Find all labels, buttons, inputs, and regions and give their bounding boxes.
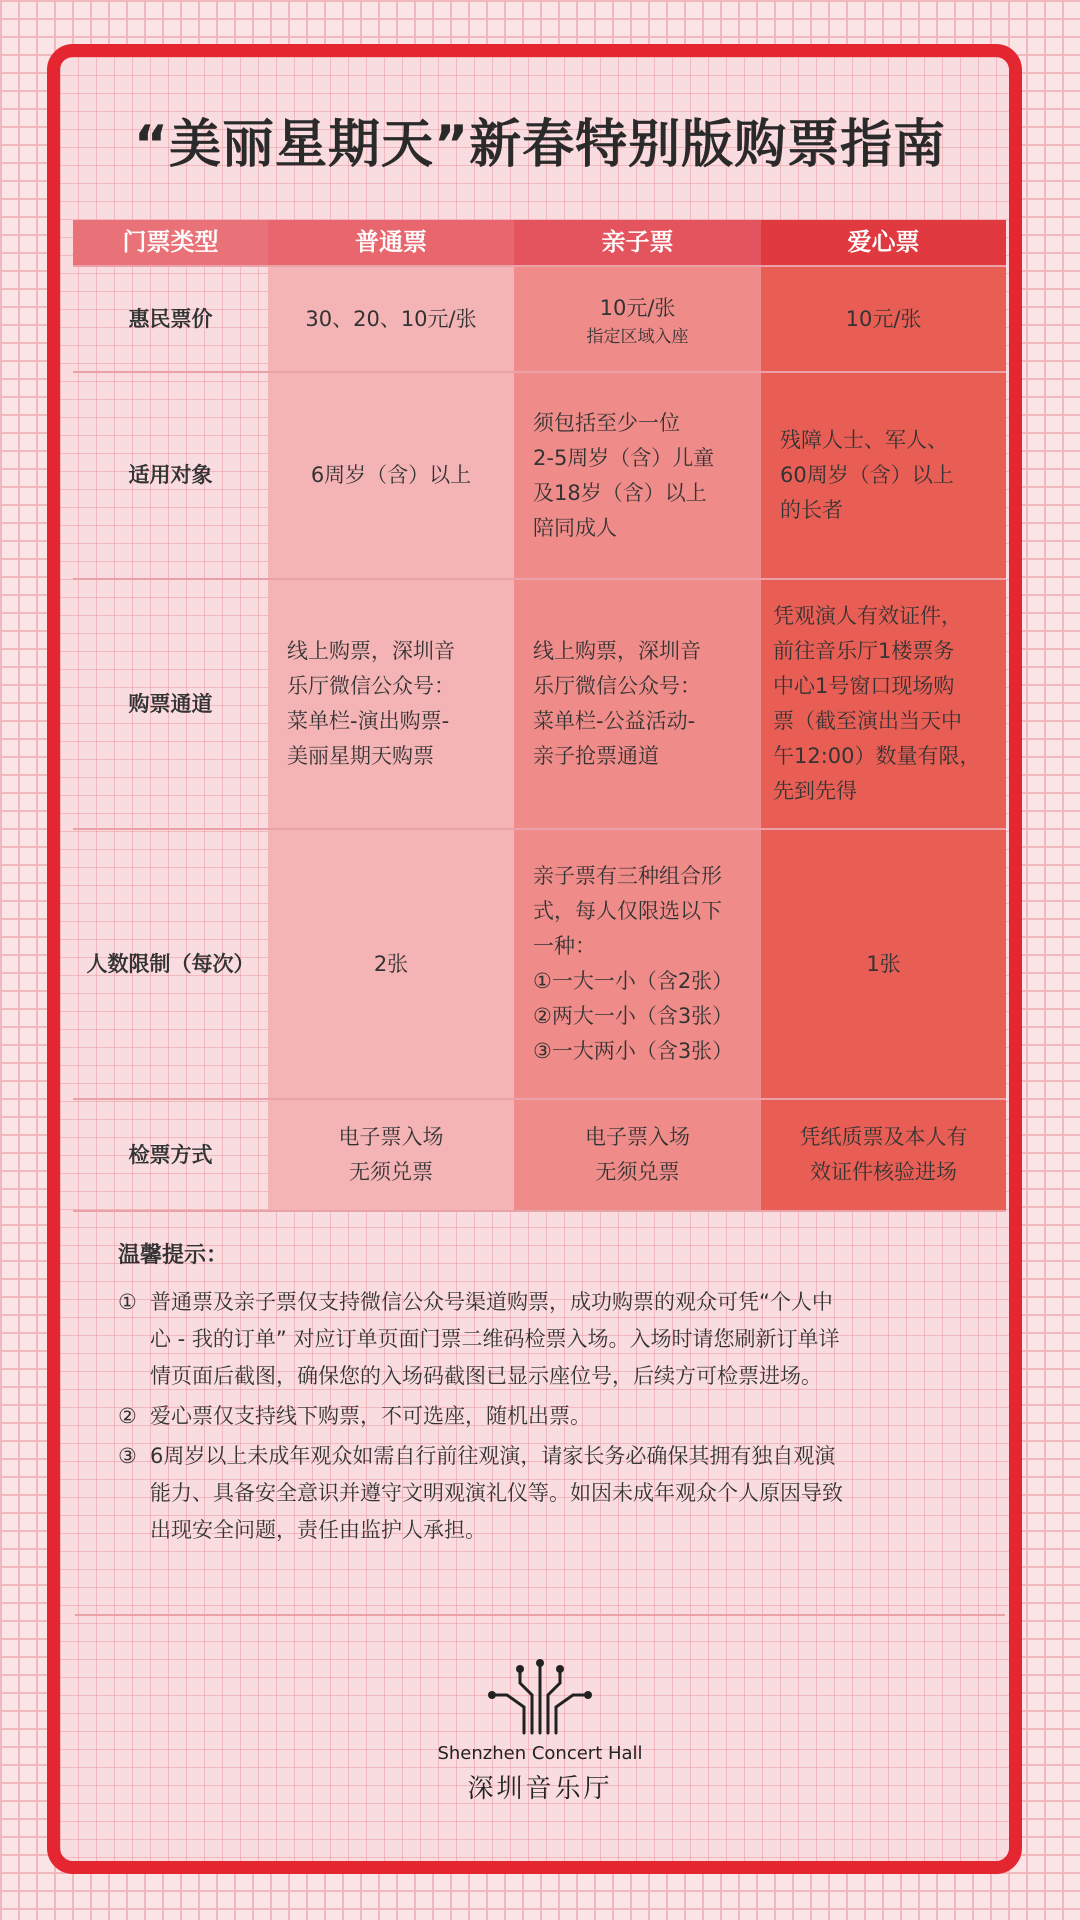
price-regular: 30、20、10元/张	[268, 267, 514, 371]
price-charity: 10元/张	[761, 267, 1006, 371]
logo-english-name: Shenzhen Concert Hall	[437, 1743, 643, 1764]
table-row-price	[73, 267, 1006, 373]
audience-family: 须包括至少一位 2-5周岁（含）儿童 及18岁（含）以上 陪同成人	[514, 373, 761, 578]
limit-family: 亲子票有三种组合形 式，每人仅限选以下 一种： ①一大一小（含2张） ②两大一小（含3张） ③一大两小（含3张）	[514, 830, 761, 1098]
header-family-ticket: 亲子票	[514, 220, 761, 265]
note-number: ①	[118, 1290, 137, 1314]
row-label: 惠民票价	[128, 306, 213, 331]
checkin-charity: 凭纸质票及本人有 效证件核验进场	[761, 1100, 1006, 1210]
concert-hall-emblem-icon	[485, 1655, 595, 1735]
price-family-note: 指定区域入座	[586, 326, 689, 347]
audience-regular: 6周岁（含）以上	[268, 373, 514, 578]
note-item: ① 普通票及亲子票仅支持微信公众号渠道购票，成功购票的观众可凭“个人中 心 - 我的订单” 对应订单页面门票二维码检票入场。入场时请您刷新订单详 情页面后截图，确保您的入场码截图已显示座位号，后续方可检票进场。	[118, 1284, 978, 1395]
row-label: 适用对象	[128, 463, 213, 487]
ticket-table	[73, 220, 1006, 1212]
price-family: 10元/张 指定区域入座	[514, 267, 761, 371]
table-row-checkin	[73, 1100, 1006, 1212]
table-row-channel	[73, 580, 1006, 830]
logo-chinese-name: 深圳音乐厅	[467, 1774, 613, 1804]
limit-charity: 1张	[761, 830, 1006, 1098]
table-row-limit	[73, 830, 1006, 1100]
note-item: ③ 6周岁以上未成年观众如需自行前往观演，请家长务必确保其拥有独自观演 能力、具备安全意识并遵守文明观演礼仪等。如因未成年观众个人原因导致 出现安全问题，责任由监护人承担。	[118, 1438, 978, 1549]
channel-charity: 凭观演人有效证件， 前往音乐厅1楼票务 中心1号窗口现场购 票（截至演出当天中 午12:00）数量有限， 先到先得	[761, 580, 1006, 828]
table-header-row	[73, 220, 1006, 267]
audience-charity: 残障人士、军人、 60周岁（含）以上 的长者	[761, 373, 1006, 578]
page-title: “美丽星期天”新春特别版购票指南	[133, 115, 947, 175]
header-charity-ticket: 爱心票	[761, 220, 1006, 265]
limit-regular: 2张	[268, 830, 514, 1098]
notes-section	[118, 1238, 978, 1552]
header-regular-ticket: 普通票	[268, 220, 514, 265]
row-label: 检票方式	[128, 1142, 213, 1167]
note-number: ②	[118, 1404, 137, 1428]
notes-title: 温馨提示：	[118, 1243, 229, 1268]
checkin-regular: 电子票入场 无须兑票	[268, 1100, 514, 1210]
row-label: 购票通道	[128, 691, 213, 716]
note-number: ③	[118, 1444, 137, 1468]
header-ticket-type: 门票类型	[73, 220, 268, 265]
divider	[75, 1614, 1005, 1616]
table-row-audience	[73, 373, 1006, 580]
channel-family: 线上购票，深圳音 乐厅微信公众号： 菜单栏-公益活动- 亲子抢票通道	[514, 580, 761, 828]
checkin-family: 电子票入场 无须兑票	[514, 1100, 761, 1210]
concert-hall-logo	[390, 1655, 690, 1805]
note-item: ② 爱心票仅支持线下购票，不可选座，随机出票。	[118, 1398, 978, 1435]
row-label: 人数限制（每次）	[86, 951, 255, 976]
channel-regular: 线上购票，深圳音 乐厅微信公众号： 菜单栏-演出购票- 美丽星期天购票	[268, 580, 514, 828]
